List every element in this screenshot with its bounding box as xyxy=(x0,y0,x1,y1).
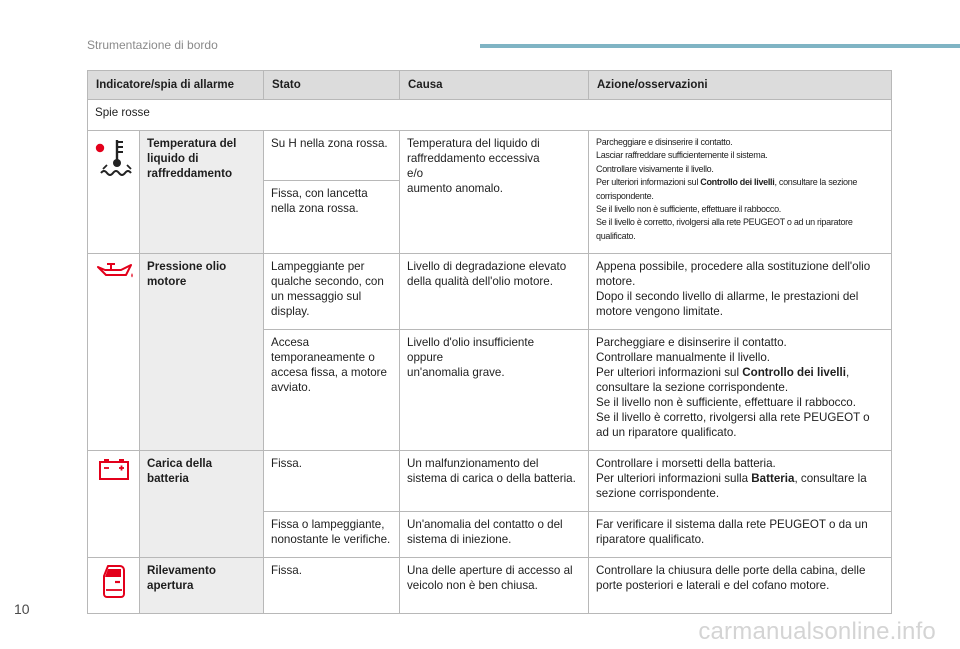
cause-line: un'anomalia grave. xyxy=(407,366,505,380)
action-oil-1 xyxy=(589,254,892,330)
status-battery-2: Fissa o lampeggiante, nonostante le verifiche. xyxy=(264,512,400,558)
action-line: Parcheggiare e disinserire il contatto. xyxy=(596,137,733,147)
action-line: Se il livello non è sufficiente, effettuare il rabbocco. xyxy=(596,396,856,410)
door-icon-cell xyxy=(88,558,140,614)
cause-line: oppure xyxy=(407,351,444,365)
action-line: Parcheggiare e disinserire il contatto. xyxy=(596,336,787,350)
column-header-cause: Causa xyxy=(400,71,589,100)
action-line: Se il livello è corretto, rivolgersi alla rete PEUGEOT o ad un riparatore qualificato. xyxy=(596,217,853,241)
table-row xyxy=(88,558,892,614)
status-door: Fissa. xyxy=(264,558,400,614)
indicator-name-battery: Carica della batteria xyxy=(140,451,264,558)
action-line: Appena possibile, procedere alla sostituzione dell'olio motore. xyxy=(596,260,871,289)
battery-icon-cell xyxy=(88,451,140,558)
action-line: Controllare manualmente il livello. xyxy=(596,351,770,365)
indicator-name-oil: Pressione olio motore xyxy=(140,254,264,451)
action-line: Controllare visivamente il livello. xyxy=(596,163,714,174)
status-coolant-2: Fissa, con lancetta nella zona rossa. xyxy=(264,180,400,254)
cause-battery-1: Un malfunzionamento del sistema di carica o della batteria. xyxy=(400,451,589,512)
header-accent-bar xyxy=(480,44,960,48)
table-row xyxy=(88,254,892,330)
coolant-temperature-icon xyxy=(95,136,135,184)
cause-line: Temperatura del liquido di raffreddamento eccessiva xyxy=(407,137,540,165)
action-battery-1 xyxy=(589,451,892,512)
cause-line: Livello d'olio insufficiente xyxy=(407,336,535,350)
section-row xyxy=(88,100,892,131)
action-line: Per ulteriori informazioni sul Controllo dei livelli, consultare la sezione corrispondente. xyxy=(596,366,850,395)
cause-line: e/o xyxy=(407,167,424,180)
action-line: Per ulteriori informazioni sulla Batteria, consultare la sezione corrispondente. xyxy=(596,472,867,501)
cause-oil-2 xyxy=(400,330,589,451)
page-number: 10 xyxy=(14,601,30,617)
indicator-name-coolant: Temperatura del liquido di raffreddamento xyxy=(140,131,264,254)
watermark: carmanualsonline.info xyxy=(698,618,936,645)
battery-icon xyxy=(97,456,131,486)
action-coolant xyxy=(589,131,892,254)
action-battery-2: Far verificare il sistema dalla rete PEUGEOT o da un riparatore qualificato. xyxy=(589,512,892,558)
levels-check-reference: Controllo dei livelli xyxy=(700,177,775,188)
action-line: Lasciar raffreddare sufficientemente il sistema. xyxy=(596,150,768,161)
status-battery-1: Fissa. xyxy=(264,451,400,512)
cause-battery-2: Un'anomalia del contatto o del sistema di iniezione. xyxy=(400,512,589,558)
action-line: Se il livello non è sufficiente, effettuare il rabbocco. xyxy=(596,204,781,215)
levels-check-reference: Controllo dei livelli xyxy=(742,366,846,380)
cause-coolant xyxy=(400,131,589,254)
table-row xyxy=(88,451,892,512)
status-oil-1: Lampeggiante per qualche secondo, con un messaggio sul display. xyxy=(264,254,400,330)
table-row xyxy=(88,131,892,181)
section-title: Strumentazione di bordo xyxy=(87,38,218,52)
cause-line: aumento anomalo. xyxy=(407,182,504,195)
status-oil-2: Accesa temporaneamente o accesa fissa, a motore avviato. xyxy=(264,330,400,451)
battery-reference: Batteria xyxy=(751,472,795,486)
warning-lights-table xyxy=(87,70,892,614)
action-door: Controllare la chiusura delle porte della cabina, delle porte posteriori e laterali e del cofano motore. xyxy=(589,558,892,614)
action-line: Per ulteriori informazioni sul Controllo dei livelli, consultare la sezione corrispondente. xyxy=(596,177,858,201)
column-header-status: Stato xyxy=(264,71,400,100)
action-oil-2 xyxy=(589,330,892,451)
coolant-icon-cell xyxy=(88,131,140,254)
action-line: Se il livello è corretto, rivolgersi alla rete PEUGEOT o ad un riparatore qualificato. xyxy=(596,411,870,440)
oil-icon-cell xyxy=(88,254,140,451)
section-label: Spie rosse xyxy=(88,100,892,131)
action-line: Dopo il secondo livello di allarme, le prestazioni del motore vengono limitate. xyxy=(596,290,859,319)
column-header-indicator: Indicatore/spia di allarme xyxy=(88,71,264,100)
action-line: Controllare i morsetti della batteria. xyxy=(596,457,776,471)
cause-door: Una delle aperture di accesso al veicolo non è ben chiusa. xyxy=(400,558,589,614)
indicator-name-door: Rilevamento apertura xyxy=(140,558,264,614)
oil-pressure-icon xyxy=(95,259,135,287)
cause-oil-1: Livello di degradazione elevato della qualità dell'olio motore. xyxy=(400,254,589,330)
door-open-icon xyxy=(100,563,128,603)
table-header-row xyxy=(88,71,892,100)
column-header-action: Azione/osservazioni xyxy=(589,71,892,100)
status-coolant-1: Su H nella zona rossa. xyxy=(264,131,400,181)
